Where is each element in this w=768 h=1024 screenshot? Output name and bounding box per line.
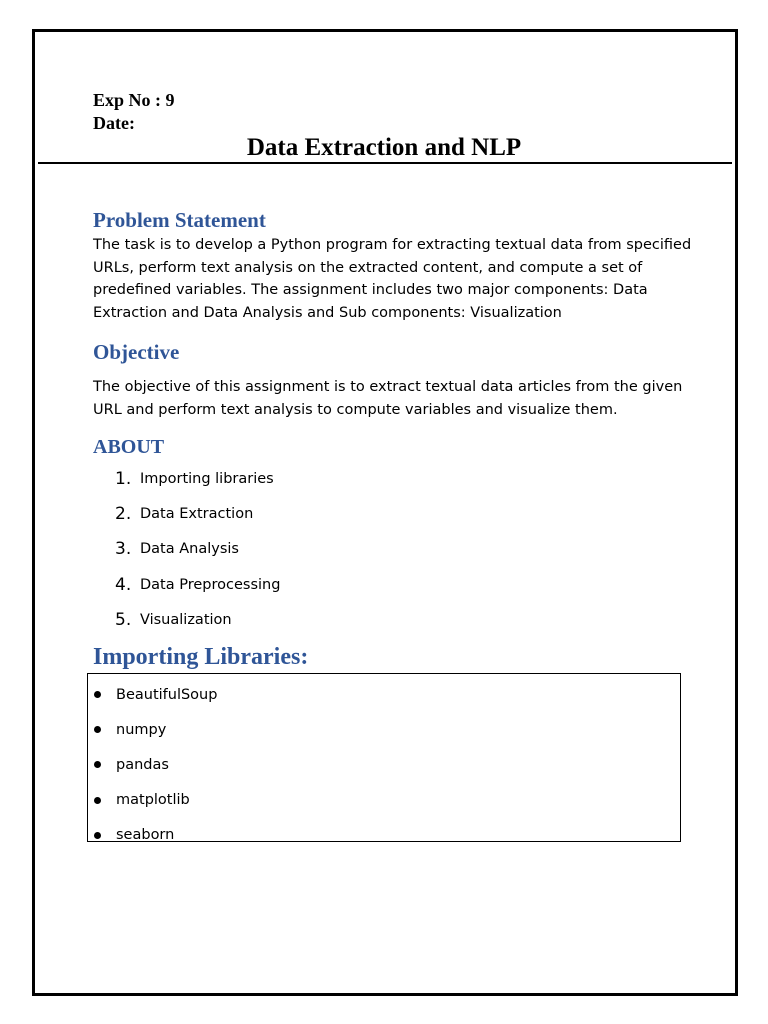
library-list-item	[94, 677, 217, 712]
about-list-item	[115, 461, 280, 496]
about-list-item	[115, 532, 280, 567]
objective-heading: Objective	[93, 340, 180, 364]
library-name: matplotlib	[116, 792, 190, 809]
about-item-number: 3.	[115, 539, 132, 560]
library-list-item	[94, 818, 217, 853]
about-list-item	[115, 602, 280, 637]
libraries-list	[94, 677, 217, 853]
problem-statement-heading: Problem Statement	[93, 208, 266, 232]
about-item-label: Importing libraries	[140, 470, 274, 487]
library-name: pandas	[116, 756, 169, 773]
document-title: Data Extraction and NLP	[246, 134, 522, 161]
about-list	[115, 461, 280, 637]
bullet-dot-icon	[94, 832, 101, 839]
bullet-dot-icon	[94, 726, 101, 733]
about-heading: ABOUT	[93, 436, 165, 458]
bullet-dot-icon	[94, 797, 101, 804]
about-item-label: Data Preprocessing	[140, 576, 281, 593]
about-item-label: Visualization	[140, 611, 232, 628]
date-label: Date:	[93, 113, 135, 133]
about-list-item	[115, 567, 280, 602]
library-name: BeautifulSoup	[116, 686, 218, 703]
about-item-number: 1.	[115, 468, 132, 489]
importing-libraries-heading: Importing Libraries:	[93, 644, 309, 670]
library-name: numpy	[116, 721, 167, 738]
about-list-item	[115, 496, 280, 531]
library-list-item	[94, 783, 217, 818]
about-item-number: 5.	[115, 609, 132, 630]
about-item-number: 4.	[115, 574, 132, 595]
title-divider	[38, 162, 732, 164]
library-list-item	[94, 712, 217, 747]
bullet-dot-icon	[94, 761, 101, 768]
about-item-label: Data Analysis	[140, 541, 239, 558]
libraries-box	[87, 673, 681, 842]
library-name: seaborn	[116, 827, 175, 844]
experiment-number: Exp No : 9	[93, 90, 175, 110]
bullet-dot-icon	[94, 691, 101, 698]
about-item-number: 2.	[115, 503, 132, 524]
objective-text: The objective of this assignment is to extract textual data articles from the given URL and perform text analysis to compute variables and visualize them.	[93, 379, 683, 418]
problem-statement-text: The task is to develop a Python program for extracting textual data from specified URLs, perform text analysis on the extracted content, and compute a set of predefined variables. The assignment includes two major components: Data Extraction and Data Analysis and Sub components: Visualization	[93, 237, 692, 321]
library-list-item	[94, 747, 217, 782]
about-item-label: Data Extraction	[140, 505, 254, 522]
